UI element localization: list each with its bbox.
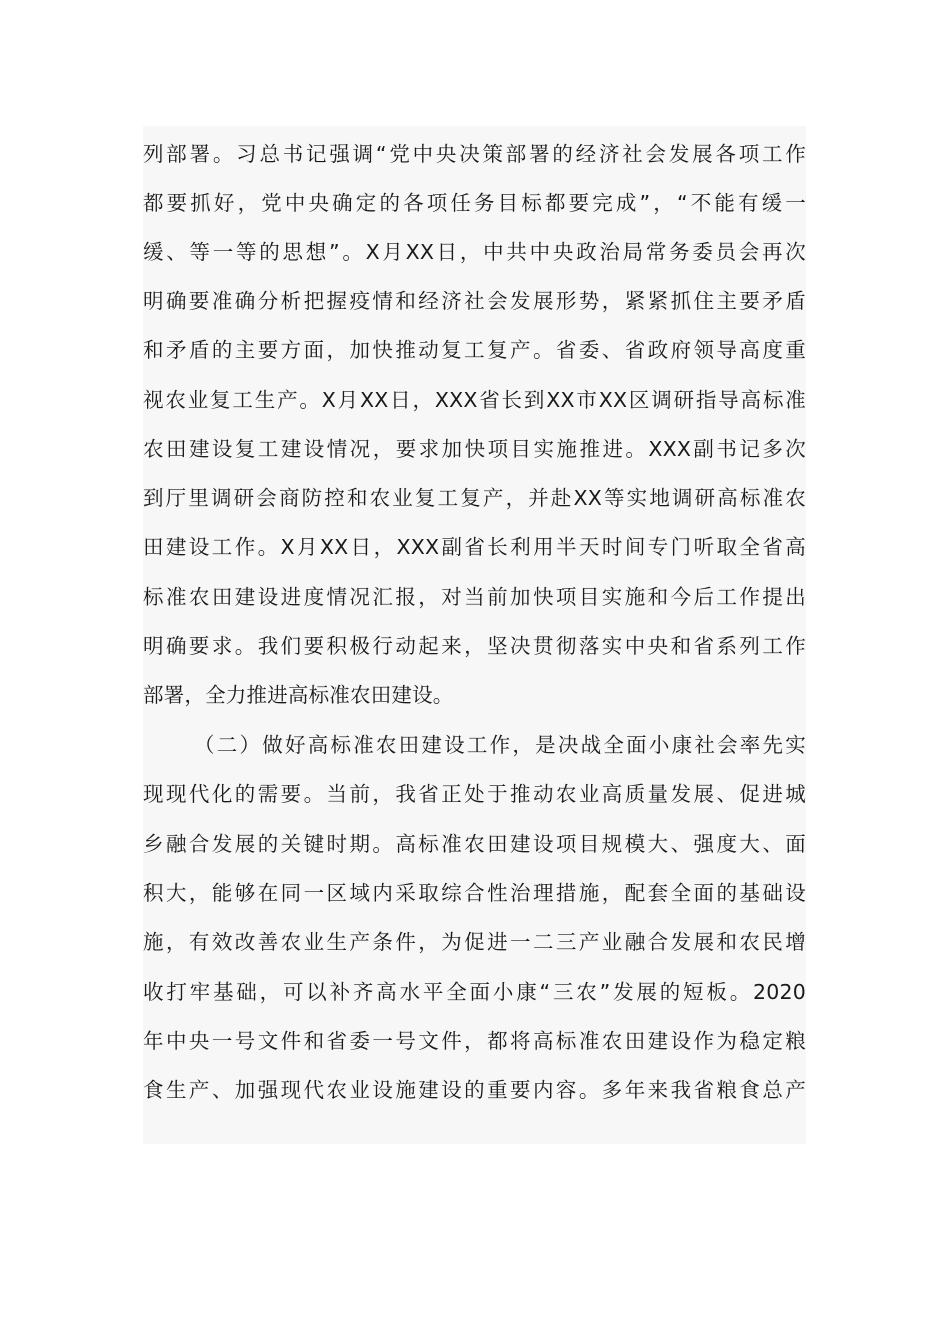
paragraph-deployment	[143, 126, 806, 724]
paragraph-line: 乡融合发展的关键时期。高标准农田建设项目规模大、强度大、面	[143, 832, 806, 856]
paragraph-line: 都要抓好，党中央确定的各项任务目标都要完成”，“不能有缓一	[143, 191, 806, 215]
paragraph-line: 施，有效改善农业生产条件，为促进一二三产业融合发展和农民增	[143, 930, 806, 954]
paragraph-line: 列部署。习总书记强调“党中央决策部署的经济社会发展各项工作	[143, 142, 806, 166]
paragraph-modernization	[143, 724, 806, 1144]
paragraph-line: 收打牢基础，可以补齐高水平全面小康“三农”发展的短板。2020	[143, 980, 806, 1004]
paragraph-line: （二）做好高标准农田建设工作，是决战全面小康社会率先实	[194, 733, 806, 757]
paragraph-line: 部署，全力推进高标准农田建设。	[143, 683, 454, 707]
paragraph-line: 标准农田建设进度情况汇报，对当前加快项目实施和今后工作提出	[143, 585, 806, 609]
paragraph-line: 明确要准确分析把握疫情和经济社会发展形势，紧紧抓住主要矛盾	[143, 289, 806, 313]
paragraph-line: 年中央一号文件和省委一号文件，都将高标准农田建设作为稳定粮	[143, 1029, 806, 1053]
paragraph-line: 现现代化的需要。当前，我省正处于推动农业高质量发展、促进城	[143, 782, 806, 806]
paragraph-line: 农田建设复工建设情况，要求加快项目实施推进。XXX副书记多次	[143, 437, 806, 461]
paragraph-line: 食生产、加强现代农业设施建设的重要内容。多年来我省粮食总产	[143, 1078, 806, 1102]
paragraph-line: 明确要求。我们要积极行动起来，坚决贯彻落实中央和省系列工作	[143, 634, 806, 658]
paragraph-line: 田建设工作。X月XX日，XXX副省长利用半天时间专门听取全省高	[143, 535, 806, 559]
paragraph-line: 视农业复工生产。X月XX日，XXX省长到XX市XX区调研指导高标准	[143, 388, 806, 412]
paragraph-line: 和矛盾的主要方面，加快推动复工复产。省委、省政府领导高度重	[143, 338, 806, 362]
paragraph-line: 积大，能够在同一区域内采取综合性治理措施，配套全面的基础设	[143, 881, 806, 905]
paragraph-line: 到厅里调研会商防控和农业复工复产，并赴XX等实地调研高标准农	[143, 486, 806, 510]
paragraph-line: 缓、等一等的思想”。X月XX日，中共中央政治局常务委员会再次	[143, 240, 806, 264]
